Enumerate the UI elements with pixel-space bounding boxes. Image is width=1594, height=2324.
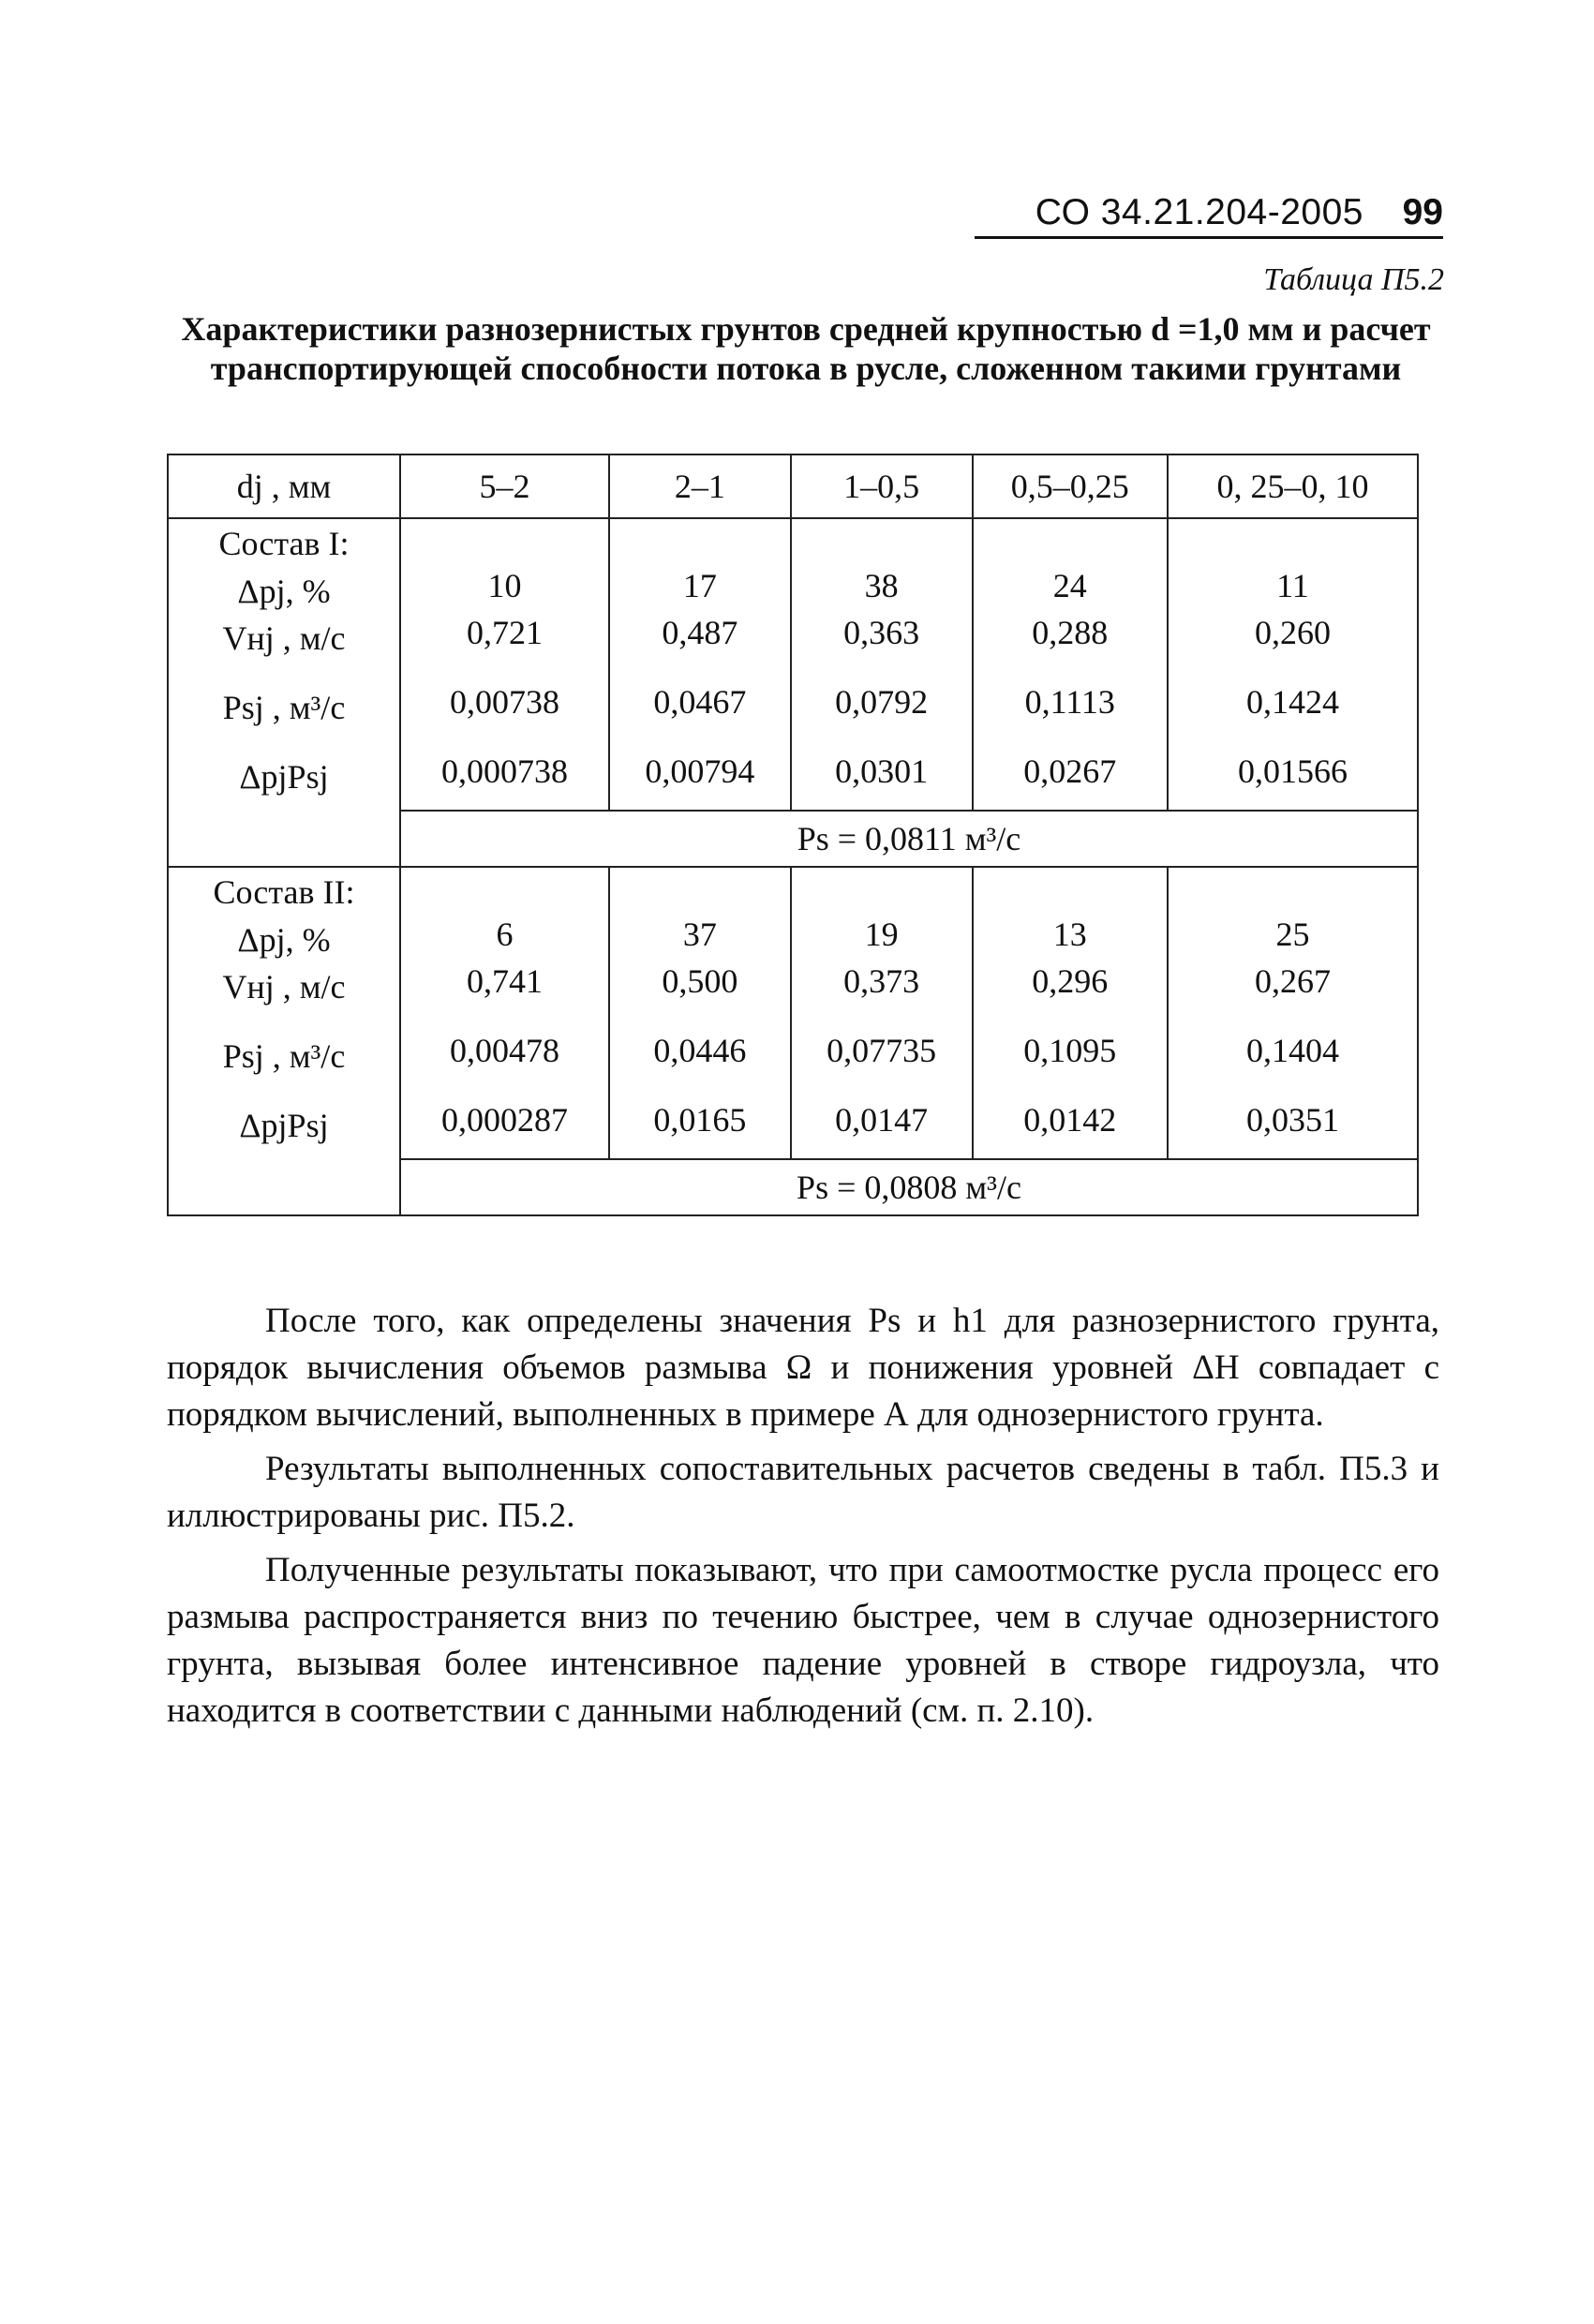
data-cell-column [609,867,791,1159]
group-2-row [168,867,1418,1159]
paragraph: После того, как определены значения Ps и h1 для разнозернистого грунта, порядок вычисления объемов размыва Ω и понижения уровней ΔH совпадает с порядком вычислений, выполненных в примере А для однозернистого грунта. [167,1302,1439,1434]
cell: 0,0165 [653,1101,747,1139]
cell: 13 [1052,916,1087,953]
data-cell-column [973,867,1168,1159]
data-cell-column [1168,867,1418,1159]
paragraph: Результаты выполненных сопоставительных расчетов сведены в табл. П5.3 и иллюстрированы рис. П5.2. [167,1450,1439,1535]
cell: 0,741 [467,962,544,1000]
row-label: ΔpjPsj [239,758,329,796]
cell: 0,000738 [441,752,569,790]
paragraph: Полученные результаты показывают, что при самоотмостке русла процесс его размыва распространяется вниз по течению быстрее, чем в случае однозернистого грунта, вызывая более интенсивное падение уровней в створе гидроузла, что находится в соответствии с данными наблюдений (см. п. 2.10). [167,1551,1439,1730]
cell: 0,07735 [827,1032,937,1069]
column-header: 2–1 [609,454,791,518]
data-cell-column [1168,518,1418,811]
cell: 0,1404 [1245,1032,1339,1069]
group-2-labels [168,867,400,1215]
cell: 0,288 [1032,614,1109,651]
cell: 19 [864,916,899,953]
cell: 0,0351 [1245,1101,1339,1139]
cell: 0,267 [1254,962,1331,1000]
cell: 0,373 [843,962,920,1000]
cell: 0,260 [1254,614,1331,651]
table-label: Таблица П5.2 [1263,262,1444,297]
cell: 0,01566 [1237,752,1348,790]
body-text [167,1298,1439,1735]
cell: 0,0792 [835,683,929,721]
column-header: 0, 25–0, 10 [1168,454,1418,518]
group-title: Состав II: [213,873,355,911]
row-label: Psj , м³/с [222,1037,346,1075]
cell: 0,0446 [653,1032,747,1069]
cell: 10 [487,567,522,604]
cell: 0,363 [843,614,920,651]
cell: 0,0142 [1023,1101,1117,1139]
cell: 0,1424 [1245,683,1339,721]
cell: 0,00738 [450,683,560,721]
data-table [167,454,1419,1216]
row-label: ΔpjPsj [239,1107,329,1144]
data-cell-column [791,518,973,811]
data-cell-column [791,867,973,1159]
cell: 0,0301 [835,752,929,790]
cell: 0,00794 [645,752,755,790]
column-header: 5–2 [400,454,609,518]
column-header: 0,5–0,25 [973,454,1168,518]
group-1-labels [168,518,400,867]
cell: 0,296 [1032,962,1109,1000]
group-total: Ps = 0,0808 м³/с [400,1159,1418,1215]
cell: 0,1095 [1023,1032,1117,1069]
cell: 6 [496,916,514,953]
cell: 11 [1276,567,1309,604]
cell: 0,1113 [1024,683,1115,721]
row-label: Vнj , м/с [222,619,346,657]
data-cell-column [400,867,609,1159]
column-header: 1–0,5 [791,454,973,518]
row-label: Vнj , м/с [222,968,346,1006]
table-header-row [168,454,1418,518]
cell: 24 [1052,567,1087,604]
row-label: Δpj, % [237,573,331,610]
cell: 0,0467 [653,683,747,721]
cell: 0,487 [662,614,738,651]
row-label: Δpj, % [237,921,331,959]
group-1-row [168,518,1418,811]
cell: 0,0147 [835,1101,929,1139]
table-title: Характеристики разнозернистых грунтов средней крупностью d =1,0 мм и расчет транспортирующей способности потока в русле, сложенном такими грунтами [181,310,1431,387]
row-label: Psj , м³/с [222,689,346,726]
page-number: 99 [1402,192,1443,232]
data-cell-column [609,518,791,811]
document-code: СО 34.21.204-2005 [1035,192,1363,232]
group-total: Ps = 0,0811 м³/с [400,811,1418,867]
header-rule [975,236,1443,239]
cell: 37 [682,916,717,953]
cell: 17 [682,567,717,604]
group-title: Состав I: [218,525,350,562]
cell: 0,00478 [450,1032,560,1069]
cell: 0,721 [467,614,544,651]
page-header [975,192,1443,237]
data-cell-column [400,518,609,811]
cell: 38 [864,567,899,604]
cell: 25 [1275,916,1310,953]
data-cell-column [973,518,1168,811]
column-header-label: dj , мм [168,454,400,518]
cell: 0,000287 [441,1101,569,1139]
cell: 0,0267 [1023,752,1117,790]
cell: 0,500 [662,962,738,1000]
